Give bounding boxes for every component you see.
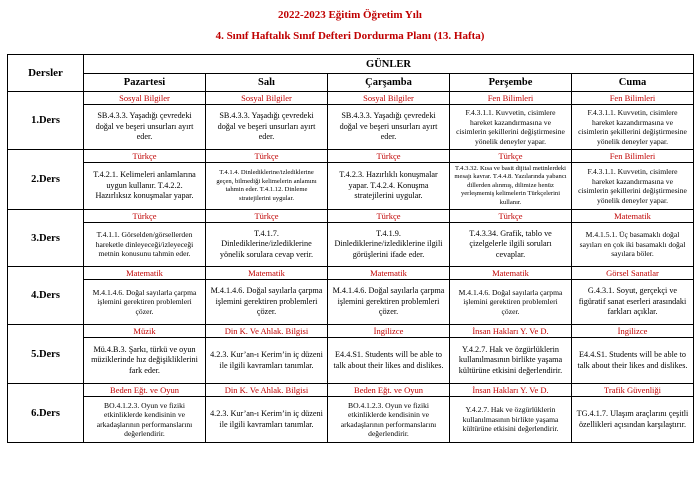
subject-name: Sosyal Bilgiler [84, 92, 206, 105]
lesson-outcome: M.4.1.4.6. Doğal sayılarla çarpma işlemini gerektiren problemleri çözer. [92, 287, 197, 316]
subject-name: Türkçe [328, 210, 450, 223]
lesson-outcome: T.4.1.7. Dinlediklerine/izlediklerine yönelik sorulara cevap verir. [219, 228, 314, 259]
lesson-outcome: G.4.3.1. Soyut, gerçekçi ve figüratif sanat eserleri arasındaki farkları açıklar. [578, 286, 687, 317]
day-header-thursday: Perşembe [450, 74, 572, 92]
subject-name: Müzik [84, 325, 206, 338]
subject-name: İnsan Hakları Y. Ve D. [450, 384, 572, 397]
day-header-tuesday: Salı [206, 74, 328, 92]
subject-name: Sosyal Bilgiler [206, 92, 328, 105]
subject-name: Matematik [206, 267, 328, 280]
lesson-outcome: M.4.1.4.6. Doğal sayılarla çarpma işlemini gerektiren problemleri çözer. [210, 286, 323, 317]
lesson-outcome: F.4.3.1.1. Kuvvetin, cisimlere hareket kazandırmasına ve cisimlerin şekillerini değiştirmesine yönelik deneyler yapar. [578, 167, 687, 205]
subject-name: Türkçe [84, 150, 206, 163]
subject-name: Beden Eğt. ve Oyun [328, 384, 450, 397]
document-plan-title: 4. Sınıf Haftalık Sınıf Defteri Dordurma Planı (13. Hafta) [215, 30, 485, 42]
subject-name: Türkçe [206, 210, 328, 223]
day-header-monday: Pazartesi [84, 74, 206, 92]
lesson-outcome: M.4.1.4.6. Doğal sayılarla çarpma işlemini gerektiren problemleri çözer. [458, 287, 563, 316]
lesson-outcome: E4.4.S1. Students will be able to talk about their likes and dislikes. [577, 350, 688, 370]
subject-name: İngilizce [572, 325, 694, 338]
subject-name: Türkçe [84, 210, 206, 223]
lesson-outcome: Y.4.2.7. Hak ve özgürlüklerin kullanılmasının birlikte yaşama kültürüne etkisini değerlendirir. [462, 405, 559, 434]
subject-name: Fen Bilimleri [572, 150, 694, 163]
gunler-header: GÜNLER [84, 55, 694, 74]
lesson-label: 3.Ders [8, 210, 84, 267]
subject-name: İngilizce [328, 325, 450, 338]
lesson-outcome: SB.4.3.3. Yaşadığı çevredeki doğal ve beşeri unsurları ayırt eder. [339, 111, 438, 142]
weekly-plan-table [7, 54, 694, 443]
lesson-outcome: BO.4.1.2.3. Oyun ve fiziki etkinliklerde kendisinin ve arkadaşlarının performanslarını değerlendirir. [340, 400, 437, 438]
lesson-label: 6.Ders [8, 384, 84, 443]
subject-name: Din K. Ve Ahlak. Bilgisi [206, 325, 328, 338]
lesson-outcome: M.4.1.5.1. Üç basamaklı doğal sayıları en çok iki basamaklı doğal sayılara böler. [579, 230, 686, 259]
lesson-outcome: Y.4.2.7. Hak ve özgürlüklerin kullanılmasının birlikte yaşama kültürüne etkisini değerlendirir. [458, 344, 563, 375]
lesson-outcome: SB.4.3.3. Yaşadığı çevredeki doğal ve beşeri unsurları ayırt eder. [95, 111, 194, 142]
lesson-outcome: Mü.4.B.3. Şarkı, türkü ve oyun müziklerinde hız değişikliklerini fark eder. [91, 344, 198, 375]
subject-name: Matematik [572, 210, 694, 223]
lesson-outcome: T.4.3.32. Kısa ve basit dijital metinlerdeki mesajı kavrar. T.4.4.8. Yazılarında yabancı dillerden alınmış, dilimize henüz yerleşmemiş kelimelerin Türkçelerini kullanır. [454, 164, 567, 206]
subject-name: Beden Eğt. ve Oyun [84, 384, 206, 397]
dersler-header: Dersler [8, 55, 84, 92]
subject-name: Trafik Güvenliği [572, 384, 694, 397]
subject-name: Matematik [328, 267, 450, 280]
lesson-label: 1.Ders [8, 92, 84, 150]
subject-name: İnsan Hakları Y. Ve D. [450, 325, 572, 338]
lesson-outcome: F.4.3.1.1. Kuvvetin, cisimlere hareket kazandırmasına ve cisimlerin şekillerini değiştirmesine yönelik deneyler yapar. [578, 108, 687, 146]
subject-name: Sosyal Bilgiler [328, 92, 450, 105]
subject-name: Türkçe [450, 150, 572, 163]
lesson-outcome: T.4.1.1. Görselden/görsellerden hareketle dinleyeceği/izleyeceği metnin konusunu tahmin eder. [95, 230, 194, 259]
subject-name: Matematik [450, 267, 572, 280]
lesson-outcome: T.4.2.3. Hazırlıklı konuşmalar yapar. T.4.2.4. Konuşma stratejilerini uygular. [339, 170, 438, 201]
lesson-outcome: 4.2.3. Kur’an-ı Kerim’in iç düzeni ile ilgili kavramları tanımlar. [210, 350, 323, 370]
lesson-outcome: E4.4.S1. Students will be able to talk about their likes and dislikes. [333, 350, 444, 370]
lesson-label: 5.Ders [8, 325, 84, 384]
lesson-outcome: T.4.2.1. Kelimeleri anlamlarına uygun kullanır. T.4.2.2. Hazırlıksız konuşmalar yapar. [93, 170, 196, 201]
lesson-outcome: M.4.1.4.6. Doğal sayılarla çarpma işlemini gerektiren problemleri çözer. [332, 286, 445, 317]
subject-name: Matematik [84, 267, 206, 280]
subject-name: Fen Bilimleri [450, 92, 572, 105]
day-header-wednesday: Çarşamba [328, 74, 450, 92]
subject-name: Türkçe [328, 150, 450, 163]
subject-name: Din K. Ve Ahlak. Bilgisi [206, 384, 328, 397]
subject-name: Türkçe [450, 210, 572, 223]
lesson-outcome: SB.4.3.3. Yaşadığı çevredeki doğal ve beşeri unsurları ayırt eder. [217, 111, 316, 142]
day-header-friday: Cuma [572, 74, 694, 92]
lesson-outcome: T.4.1.9. Dinlediklerine/izlediklerine ilgili görüşlerini ifade eder. [334, 228, 443, 259]
lesson-outcome: 4.2.3. Kur’an-ı Kerim’in iç düzeni ile ilgili kavramları tanımlar. [210, 409, 323, 429]
lesson-outcome: BO.4.1.2.3. Oyun ve fiziki etkinliklerde kendisinin ve arkadaşlarının performanslarını değerlendirir. [96, 400, 193, 438]
lesson-outcome: T.4.3.34. Grafik, tablo ve çizelgelerle ilgili soruları cevaplar. [469, 228, 552, 259]
subject-name: Görsel Sanatlar [572, 267, 694, 280]
subject-name: Türkçe [206, 150, 328, 163]
subject-name: Fen Bilimleri [572, 92, 694, 105]
lesson-outcome: F.4.3.1.1. Kuvvetin, cisimlere hareket kazandırmasına ve cisimlerin şekillerini değiştirmesine yönelik deneyler yapar. [456, 108, 565, 146]
lesson-outcome: T.4.1.4. Dinlediklerine/izlediklerine geçen, bilmediği kelimelerin anlamını tahmin eder. T.4.1.12. Dinleme stratejilerini uygular. [216, 169, 317, 202]
document-year-title: 2022-2023 Eğitim Öğretim Yılı [278, 9, 422, 21]
lesson-label: 4.Ders [8, 267, 84, 325]
lesson-label: 2.Ders [8, 150, 84, 210]
lesson-outcome: TG.4.1.7. Ulaşım araçlarını çeşitli özellikleri açısından karşılaştırır. [576, 409, 689, 429]
